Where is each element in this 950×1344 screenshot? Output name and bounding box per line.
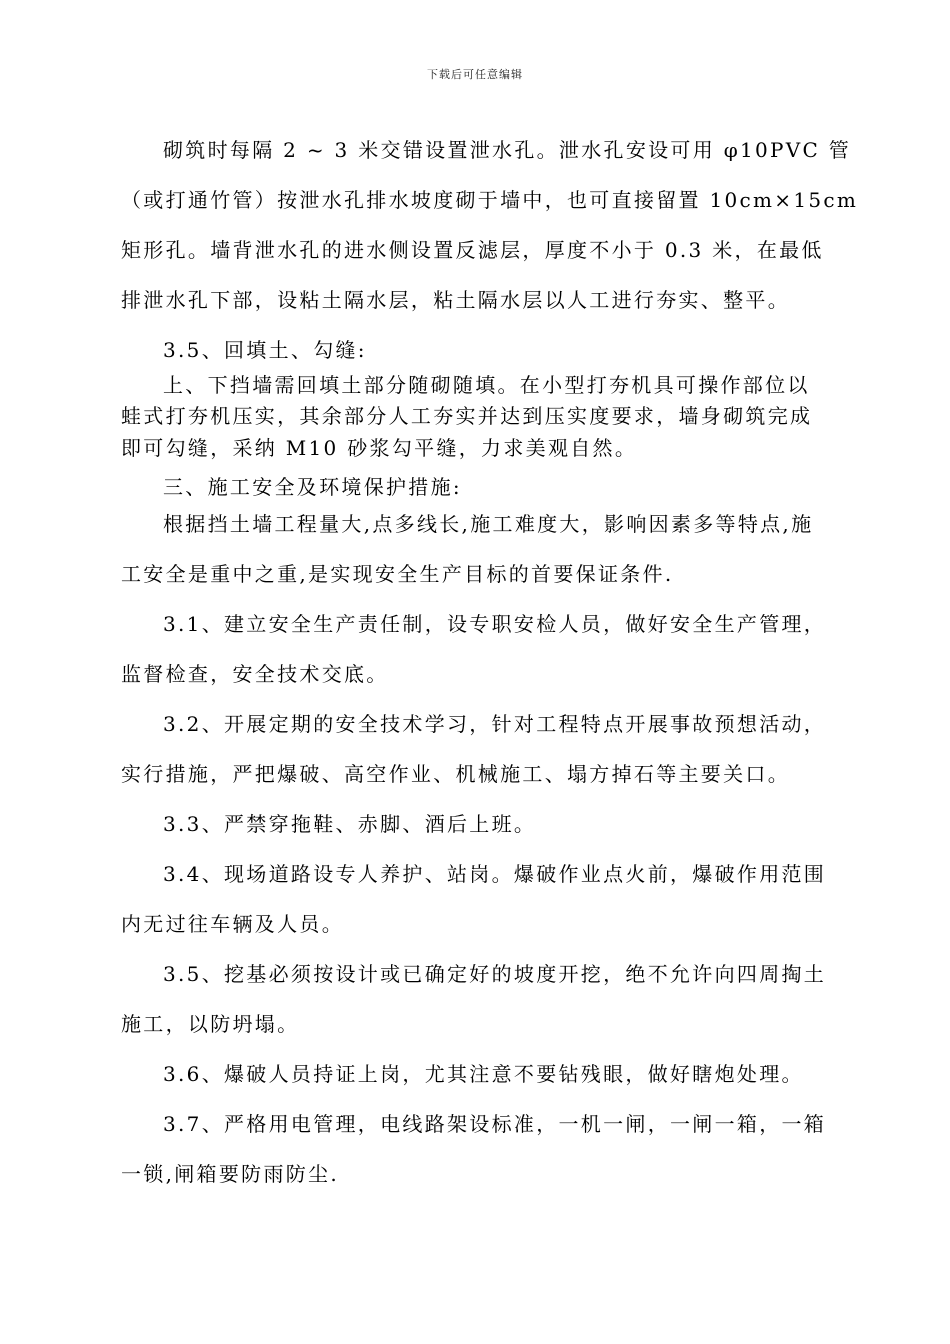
item-3-3: 3.3、严禁穿拖鞋、赤脚、酒后上班。 [163, 812, 537, 836]
item-3-2-line-2: 实行措施，严把爆破、高空作业、机械施工、塌方掉石等主要关口。 [121, 762, 790, 786]
para-1-line-2: （或打通竹管）按泄水孔排水坡度砌于墙中，也可直接留置 10cm×15cm [121, 188, 859, 212]
item-3-1-line-1: 3.1、建立安全生产责任制，设专职安检人员，做好安全生产管理， [163, 612, 827, 636]
item-3-7-line-2: 一锁,闸箱要防雨防尘. [121, 1162, 340, 1186]
para-1-line-1: 砌筑时每隔 2 ~ 3 米交错设置泄水孔。泄水孔安设可用 φ10PVC 管 [163, 138, 852, 162]
para-3-line-2: 工安全是重中之重,是实现安全生产目标的首要保证条件. [121, 562, 674, 586]
item-3-5-line-1: 3.5、挖基必须按设计或已确定好的坡度开挖，绝不允许向四周掏土 [163, 962, 827, 986]
item-3-1-line-2: 监督检查，安全技术交底。 [121, 662, 389, 686]
header-note: 下载后可任意编辑 [427, 68, 523, 81]
item-3-4-line-1: 3.4、现场道路设专人养护、站岗。爆破作业点火前，爆破作用范围 [163, 862, 827, 886]
section-heading-safety: 三、施工安全及环境保护措施: [163, 475, 462, 499]
para-3-line-1: 根据挡土墙工程量大,点多线长,施工难度大，影响因素多等特点,施 [163, 512, 814, 536]
item-3-7-line-1: 3.7、严格用电管理，电线路架设标准，一机一闸，一闸一箱，一箱 [163, 1112, 827, 1136]
item-3-5-line-2: 施工，以防坍塌。 [121, 1012, 300, 1036]
item-3-6: 3.6、爆破人员持证上岗，尤其注意不要钻残眼，做好瞎炮处理。 [163, 1062, 804, 1086]
para-2-line-1: 上、下挡墙需回填土部分随砌随填。在小型打夯机具可操作部位以 [163, 373, 810, 397]
para-1-line-3: 矩形孔。墙背泄水孔的进水侧设置反滤层，厚度不小于 0.3 米，在最低 [121, 238, 824, 262]
para-1-line-4: 排泄水孔下部，设粘土隔水层，粘土隔水层以人工进行夯实、整平。 [121, 288, 790, 312]
para-2-line-2: 蛙式打夯机压实，其余部分人工夯实并达到压实度要求，墙身砌筑完成 [121, 404, 813, 428]
section-heading-3-5-backfill: 3.5、回填土、勾缝: [163, 338, 367, 362]
para-2-line-3: 即可勾缝，采纳 M10 砂浆勾平缝，力求美观自然。 [121, 436, 638, 460]
item-3-4-line-2: 内无过往车辆及人员。 [121, 912, 344, 936]
item-3-2-line-1: 3.2、开展定期的安全技术学习，针对工程特点开展事故预想活动， [163, 712, 827, 736]
